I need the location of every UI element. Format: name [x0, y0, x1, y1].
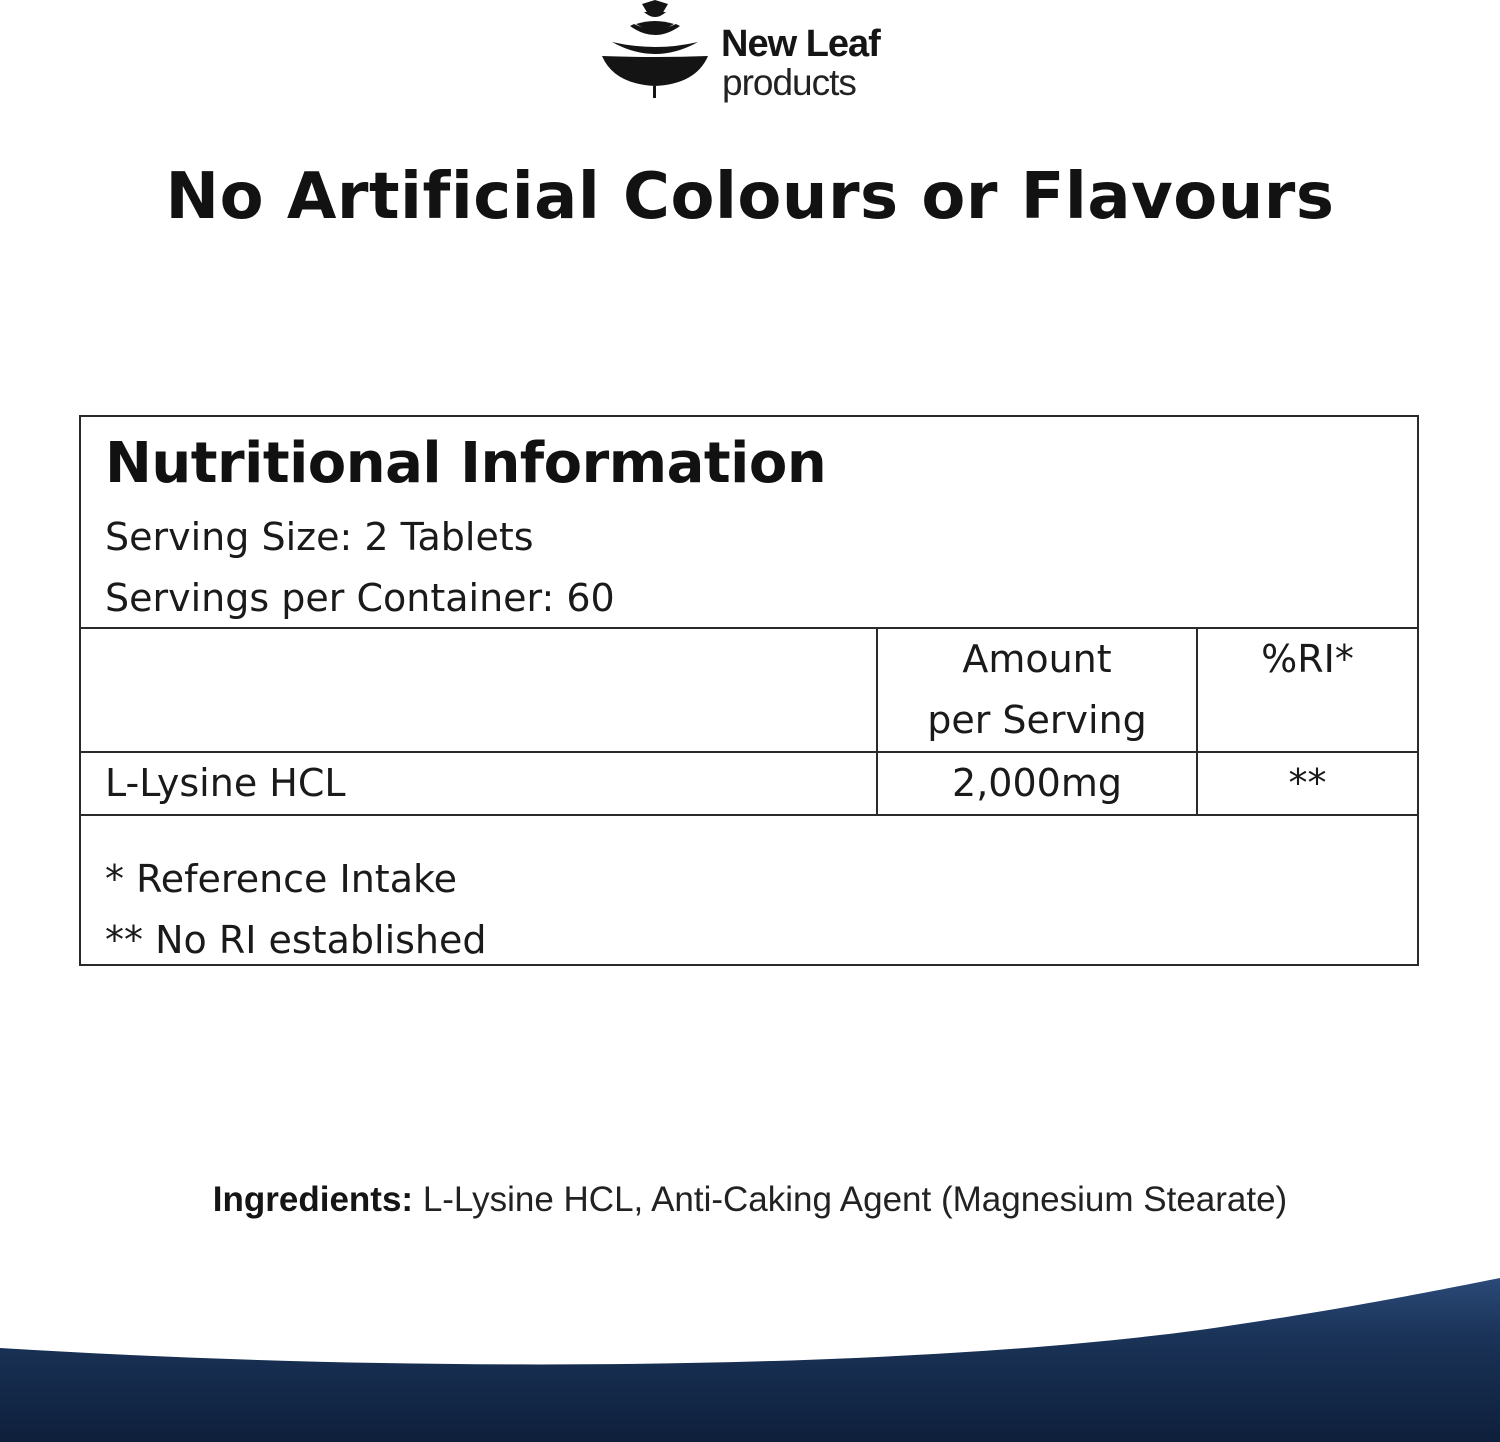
- ingredients-label: Ingredients:: [212, 1180, 414, 1219]
- stacked-leaf-icon: [600, 0, 710, 104]
- ingredients-line: [0, 1178, 1500, 1222]
- footnotes: [105, 849, 487, 971]
- table-row: [81, 753, 1417, 816]
- footnote-reference-intake: * Reference Intake: [105, 857, 458, 901]
- bottom-wave-decoration: [0, 1270, 1500, 1442]
- footnote-no-ri: ** No RI established: [105, 918, 487, 962]
- headline: No Artificial Colours or Flavours: [165, 160, 1335, 234]
- ingredients-text: L-Lysine HCL, Anti-Caking Agent (Magnesium Stearate): [422, 1180, 1288, 1219]
- brand-logo: [600, 0, 920, 110]
- nutrient-name: L-Lysine HCL: [81, 753, 878, 814]
- column-header-name: [81, 629, 878, 751]
- nutrition-title: Nutritional Information: [105, 431, 827, 496]
- nutrition-panel-header: [81, 417, 1417, 629]
- column-header-amount: [878, 629, 1198, 751]
- nutrient-ri: **: [1288, 761, 1327, 805]
- logo-brand-subtitle: products: [722, 62, 856, 103]
- nutrition-panel: [79, 415, 1419, 966]
- serving-size: Serving Size: 2 Tablets: [105, 515, 534, 559]
- column-header-amount-line1: Amount: [962, 637, 1112, 681]
- column-header-ri: %RI*: [1261, 637, 1354, 681]
- table-header-row: [81, 629, 1417, 753]
- servings-per-container: Servings per Container: 60: [105, 576, 615, 620]
- logo-brand-name: New Leaf: [721, 23, 880, 65]
- nutrient-amount: 2,000mg: [878, 753, 1198, 814]
- column-header-amount-line2: per Serving: [927, 698, 1147, 742]
